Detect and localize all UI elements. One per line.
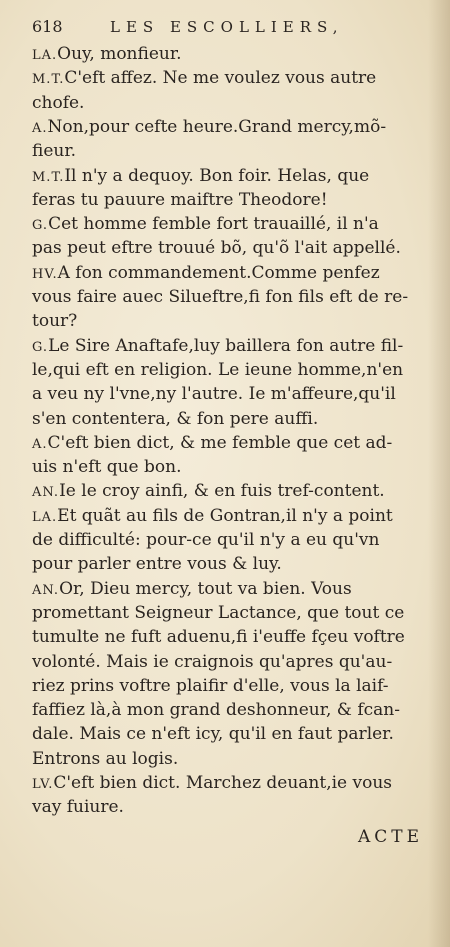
text-line <box>32 479 385 503</box>
line-text: pas peut eftre trouué bõ, qu'õ l'ait appellé. <box>32 238 401 259</box>
text-line <box>32 698 400 722</box>
speaker-label: LA. <box>32 48 58 63</box>
speaker-label: G. <box>32 218 49 234</box>
text-line <box>32 674 389 698</box>
line-text: tumulte ne fuft aduenu,fi i'euffe fçeu voftre <box>32 627 405 648</box>
line-text: tour? <box>32 311 78 332</box>
text-line <box>32 552 282 576</box>
line-text: a veu ny l'vne,ny l'autre. Ie m'affeure,qu'il <box>32 384 396 405</box>
text-line <box>32 650 392 674</box>
speaker-label: A. <box>32 436 48 452</box>
text-line <box>32 407 318 431</box>
text-line <box>32 139 76 163</box>
line-text: Ie le croy ainfi, & en fuis tref-content. <box>59 481 385 502</box>
line-text: dale. Mais ce n'eft icy, qu'il en faut parler. <box>32 724 394 745</box>
line-text: Et quãt au fils de Gontran,il n'y a point <box>57 505 393 526</box>
text-line <box>32 188 328 212</box>
text-line <box>32 115 386 139</box>
line-text: feras tu pauure maiftre Theodore! <box>32 189 328 210</box>
line-text: uis n'eft que bon. <box>32 457 182 478</box>
line-text: Or, Dieu mercy, tout va bien. Vous <box>59 578 352 599</box>
line-text: Non,pour cefte heure.Grand mercy,mõ- <box>47 116 387 137</box>
line-text: de difficulté: pour-ce qu'il n'y a eu qu'vn <box>32 530 380 550</box>
text-line <box>32 722 394 746</box>
line-text: vous faire auec Silueftre,fi fon fils eft de re- <box>32 287 409 307</box>
line-text: fieur. <box>32 141 77 162</box>
line-text: Le Sire Anaftafe,luy baillera fon autre fil- <box>48 335 404 356</box>
line-text: Il n'y a dequoy. Bon foir. Helas, que <box>64 165 370 186</box>
text-line <box>32 504 393 528</box>
text-line <box>32 747 178 771</box>
text-line <box>32 577 352 601</box>
line-text: C'eft bien dict, & me femble que cet ad- <box>47 432 393 453</box>
speaker-label: G. <box>32 339 49 355</box>
line-text: A fon commandement.Comme penfez <box>57 262 380 283</box>
speaker-label: LV. <box>32 777 54 792</box>
speaker-label: HV. <box>32 266 58 282</box>
text-line <box>32 431 392 455</box>
text-line <box>32 528 379 552</box>
speaker-label: AN. <box>32 582 60 598</box>
line-text: pour parler entre vous & luy. <box>32 554 282 575</box>
running-title: LES ESCOLLIERS, <box>110 18 344 36</box>
line-text: s'en contentera, & fon pere auffi. <box>32 408 319 429</box>
page-number: 618 <box>32 17 63 36</box>
line-text: Entrons au logis. <box>32 748 179 769</box>
line-text: Cet homme femble fort trauaillé, il n'a <box>48 214 379 235</box>
text-line <box>32 795 124 819</box>
text-line <box>32 309 77 333</box>
text-line <box>32 625 405 649</box>
text-line <box>32 358 403 382</box>
text-line <box>32 382 396 406</box>
line-text: riez prins voftre plaifir d'elle, vous la laif- <box>32 675 389 696</box>
line-text: vay fuiure. <box>32 797 124 818</box>
text-line <box>32 261 380 285</box>
page-header <box>32 16 432 40</box>
text-line <box>32 66 376 90</box>
line-text: faffiez là,à mon grand deshonneur, & fcan- <box>32 700 400 721</box>
text-line <box>32 91 84 115</box>
text-line <box>32 601 404 625</box>
line-text: C'eft affez. Ne me voulez vous autre <box>64 68 377 89</box>
speaker-label: AN. <box>32 485 60 501</box>
text-line <box>32 285 408 309</box>
line-text: promettant Seigneur Lactance, que tout ce <box>32 602 405 623</box>
speaker-label: LA. <box>32 509 58 525</box>
speaker-label: M.T. <box>32 169 65 185</box>
text-line <box>32 164 369 188</box>
speaker-label: A. <box>32 120 48 136</box>
speaker-label: M.T. <box>32 72 65 88</box>
line-text: le,qui eft en religion. Le ieune homme,n'en <box>32 359 404 380</box>
text-line <box>32 236 401 260</box>
line-text: chofe. <box>32 92 85 113</box>
text-line <box>32 212 379 236</box>
catchword: ACTE <box>358 827 424 847</box>
text-line <box>32 771 392 795</box>
text-line <box>32 455 182 479</box>
text-line <box>32 42 182 66</box>
line-text: volonté. Mais ie craignois qu'apres qu'au- <box>32 651 393 672</box>
line-text: C'eft bien dict. Marchez deuant,ie vous <box>53 773 393 793</box>
line-text: Ouy, monfieur. <box>57 44 182 64</box>
text-line <box>32 334 403 358</box>
